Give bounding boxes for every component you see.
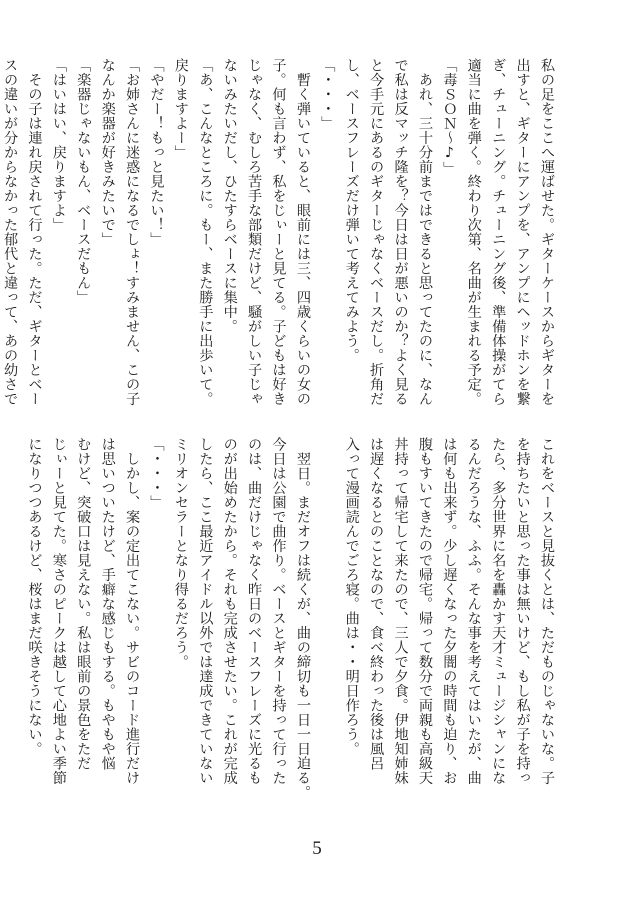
- text-line: るんだろうな、ふふ。そんな事を考えてはいたが、曲: [465, 437, 482, 785]
- text-line: 「楽器じゃないもん、ベースだもん」: [75, 58, 92, 305]
- text-line: 暫く弾いていると、眼前には三、四歳くらいの女の: [294, 58, 311, 406]
- text-line: むけど、突破口は見えない。私は眼前の景色をただ: [75, 437, 92, 771]
- text-line: たら、多分世界に名を轟かす天才ミュージシャンにな: [490, 437, 507, 785]
- text-line: その子は連れ戻されて行った。ただ、ギターとベー: [26, 58, 43, 406]
- text-line: を持ちたいと思った事は無いけど、もし私が子を持っ: [514, 437, 531, 785]
- text-line: のは、曲だけじゃなく昨日のベースフレーズに光るも: [246, 437, 263, 785]
- text-line: 「・・・」: [319, 58, 336, 131]
- text-line: 入って漫画読んでごろ寝。曲は・・明日作ろう。: [343, 437, 360, 756]
- text-line: じゃなく、むしろ苦手な部類だけど、騒がしい子じゃ: [246, 58, 263, 406]
- text-line: 私の足をここへ運ばせた。ギターケースからギターを: [539, 58, 555, 406]
- text-line: 「やだー！もっと見たい！」: [148, 58, 165, 247]
- text-line: し、ベースフレーズだけ弾いて考えてみよう。: [343, 58, 360, 363]
- text-line: は何も出来ず。少し遅くなった夕闇の時間も迫り、お: [441, 437, 458, 785]
- text-line: 「あ、こんなところに。もー、また勝手に出歩いて。: [197, 58, 214, 406]
- text-line: 「・・・」: [148, 437, 165, 510]
- text-line: 出すと、ギターにアンプを、アンプにヘッドホンを繋: [514, 58, 531, 406]
- text-line: で私は反マッチ隆を？今日は日が悪いのか？よく見る: [392, 58, 409, 406]
- text-line: しかし、案の定出てこない。サビのコード進行だけ: [124, 437, 141, 785]
- text-block-top: [2, 58, 559, 406]
- text-line: 今日は公園で曲作り。ベースとギターを持って行った: [270, 437, 287, 785]
- text-line: になりつつあるけど、桜はまだ咲きそうにない。: [26, 437, 43, 756]
- text-block-bottom: [26, 437, 559, 800]
- text-line: ミリオンセラーとなり得るだろう。: [172, 437, 189, 669]
- text-line: 戻りますよー」: [172, 58, 189, 160]
- text-line: あれ、三十分前まではできると思ってたのに、なん: [416, 58, 433, 406]
- text-line: と今手元にあるのギターじゃなくベースだし。折角だ: [368, 58, 385, 406]
- text-line: スの違いが分からなかった郁代と違って、あの幼さで: [2, 58, 19, 406]
- text-line: 「毒ＳＯＮ〜♪」: [441, 58, 458, 176]
- text-line: のが出始めたから。それも完成させたい。これが完成: [221, 437, 238, 785]
- text-line: は遅くなるとのことなので、食べ終わった後は風呂: [368, 437, 385, 771]
- text-line: 子。何も言わず、私をじぃーと見てる。子どもは好き: [270, 58, 287, 406]
- text-line: 翌日。まだオフは続くが、曲の締切も一日一日迫る。: [294, 437, 311, 800]
- text-line: なんか楽器が好きみたいで」: [99, 58, 116, 247]
- text-line: は思いついたけど、手癖な感じもする。もやもや悩: [99, 437, 116, 771]
- text-line: 適当に曲を弾く。終わり次第、名曲が生まれる予定。: [465, 58, 482, 406]
- blank-line: [315, 437, 339, 783]
- text-line: じぃーと見てた。寒さのピークは越して心地よい季節: [50, 437, 67, 785]
- text-line: したら、ここ最近アイドル以外では達成できていない: [197, 437, 214, 785]
- text-line: これをベースと見抜くとは、ただものじゃないな。子: [539, 437, 555, 785]
- text-line: 「はいはい、戻りますよ」: [50, 58, 67, 232]
- page-number: 5: [312, 838, 322, 859]
- text-line: ぎ、チューニング。チューニング後、準備体操がてら: [490, 58, 507, 406]
- text-line: 丼持って帰宅して来たので、三人で夕食。伊地知姉妹: [392, 437, 409, 785]
- text-line: ないみたいだし、ひたすらベースに集中。: [221, 58, 238, 334]
- text-line: 腹もすいてきたので帰宅。帰って数分で両親も高級天: [416, 437, 433, 785]
- text-line: 「お姉さんに迷惑になるでしょ！すみません、この子: [124, 58, 141, 406]
